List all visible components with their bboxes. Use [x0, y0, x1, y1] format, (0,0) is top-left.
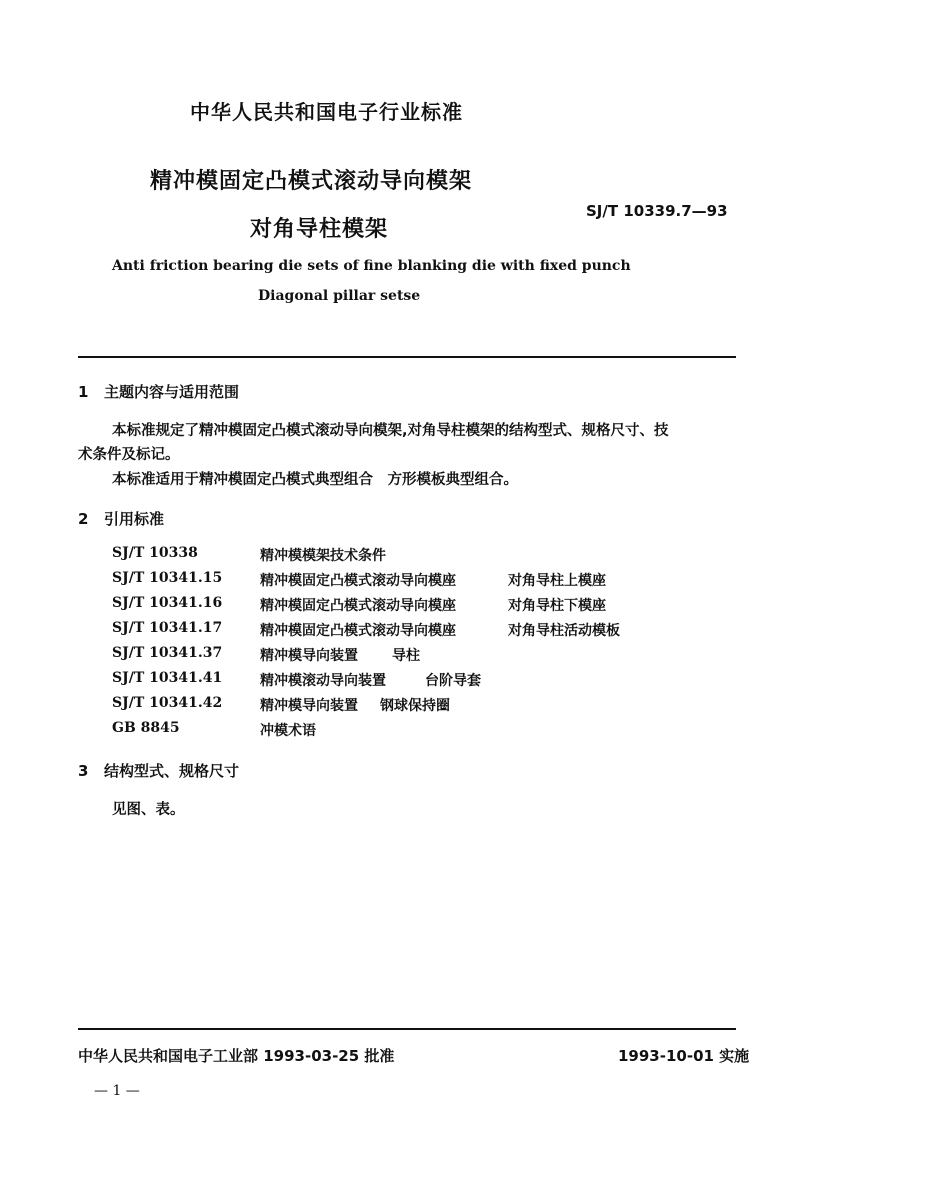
reference-subtitle: 台阶导套: [425, 673, 481, 689]
section-2-heading: [78, 508, 164, 529]
title-line-1: 精冲模固定凸模式滚动导向模架: [150, 169, 473, 194]
section-3-heading: [78, 760, 239, 781]
standard-code: SJ/T 10339.7—93: [586, 202, 728, 220]
page-number: — 1 —: [94, 1083, 140, 1099]
reference-title: 精冲模导向装置: [260, 698, 358, 714]
section-3-para: 见图、表。: [112, 802, 185, 818]
reference-code: SJ/T 10341.16: [112, 595, 223, 611]
section-2-number: 2: [78, 510, 89, 528]
implementation-date: 1993-10-01 实施: [618, 1047, 750, 1065]
reference-title: 精冲模固定凸模式滚动导向模座: [260, 598, 456, 614]
reference-subtitle: 对角导柱活动模板: [508, 623, 620, 639]
reference-title: 精冲模导向装置: [260, 648, 358, 664]
reference-code: SJ/T 10341.17: [112, 620, 223, 636]
reference-title: 精冲模固定凸模式滚动导向模座: [260, 573, 456, 589]
reference-title: 精冲模固定凸模式滚动导向模座: [260, 623, 456, 639]
reference-title: 冲模术语: [260, 723, 316, 739]
section-1-para-1-line-2: 术条件及标记。: [78, 447, 180, 463]
reference-subtitle: 对角导柱上模座: [508, 573, 606, 589]
reference-code: SJ/T 10341.41: [112, 670, 223, 686]
section-3-title: 结构型式、规格尺寸: [104, 762, 240, 780]
section-1-number: 1: [78, 383, 89, 401]
section-3-number: 3: [78, 762, 89, 780]
standard-category: 中华人民共和国电子行业标准: [190, 100, 463, 124]
reference-code: SJ/T 10338: [112, 545, 198, 561]
reference-title: 精冲模模架技术条件: [260, 548, 386, 564]
reference-title: 精冲模滚动导向装置: [260, 673, 386, 689]
section-2-title: 引用标准: [104, 510, 165, 528]
reference-code: SJ/T 10341.42: [112, 695, 223, 711]
approval-date: 中华人民共和国电子工业部 1993-03-25 批准: [78, 1047, 395, 1065]
reference-subtitle: 对角导柱下模座: [508, 598, 606, 614]
title-line-2: 对角导柱模架: [250, 217, 389, 242]
section-1-heading: [78, 381, 239, 402]
section-1-title: 主题内容与适用范围: [104, 383, 240, 401]
reference-subtitle: 钢球保持圈: [380, 698, 450, 714]
reference-code: SJ/T 10341.15: [112, 570, 223, 586]
reference-subtitle: 导柱: [392, 648, 420, 664]
english-title-line-1: Anti friction bearing die sets of fine blanking die with fixed punch: [112, 258, 631, 274]
section-1-para-1-line-1: 本标准规定了精冲模固定凸模式滚动导向模架,对角导柱模架的结构型式、规格尺寸、技: [112, 423, 669, 439]
reference-code: GB 8845: [112, 720, 180, 736]
header-divider: [78, 356, 736, 358]
reference-code: SJ/T 10341.37: [112, 645, 223, 661]
section-1-para-2: 本标准适用于精冲模固定凸模式典型组合 方形模板典型组合。: [112, 472, 518, 488]
footer-divider: [78, 1028, 736, 1030]
english-title-line-2: Diagonal pillar setse: [258, 288, 421, 304]
